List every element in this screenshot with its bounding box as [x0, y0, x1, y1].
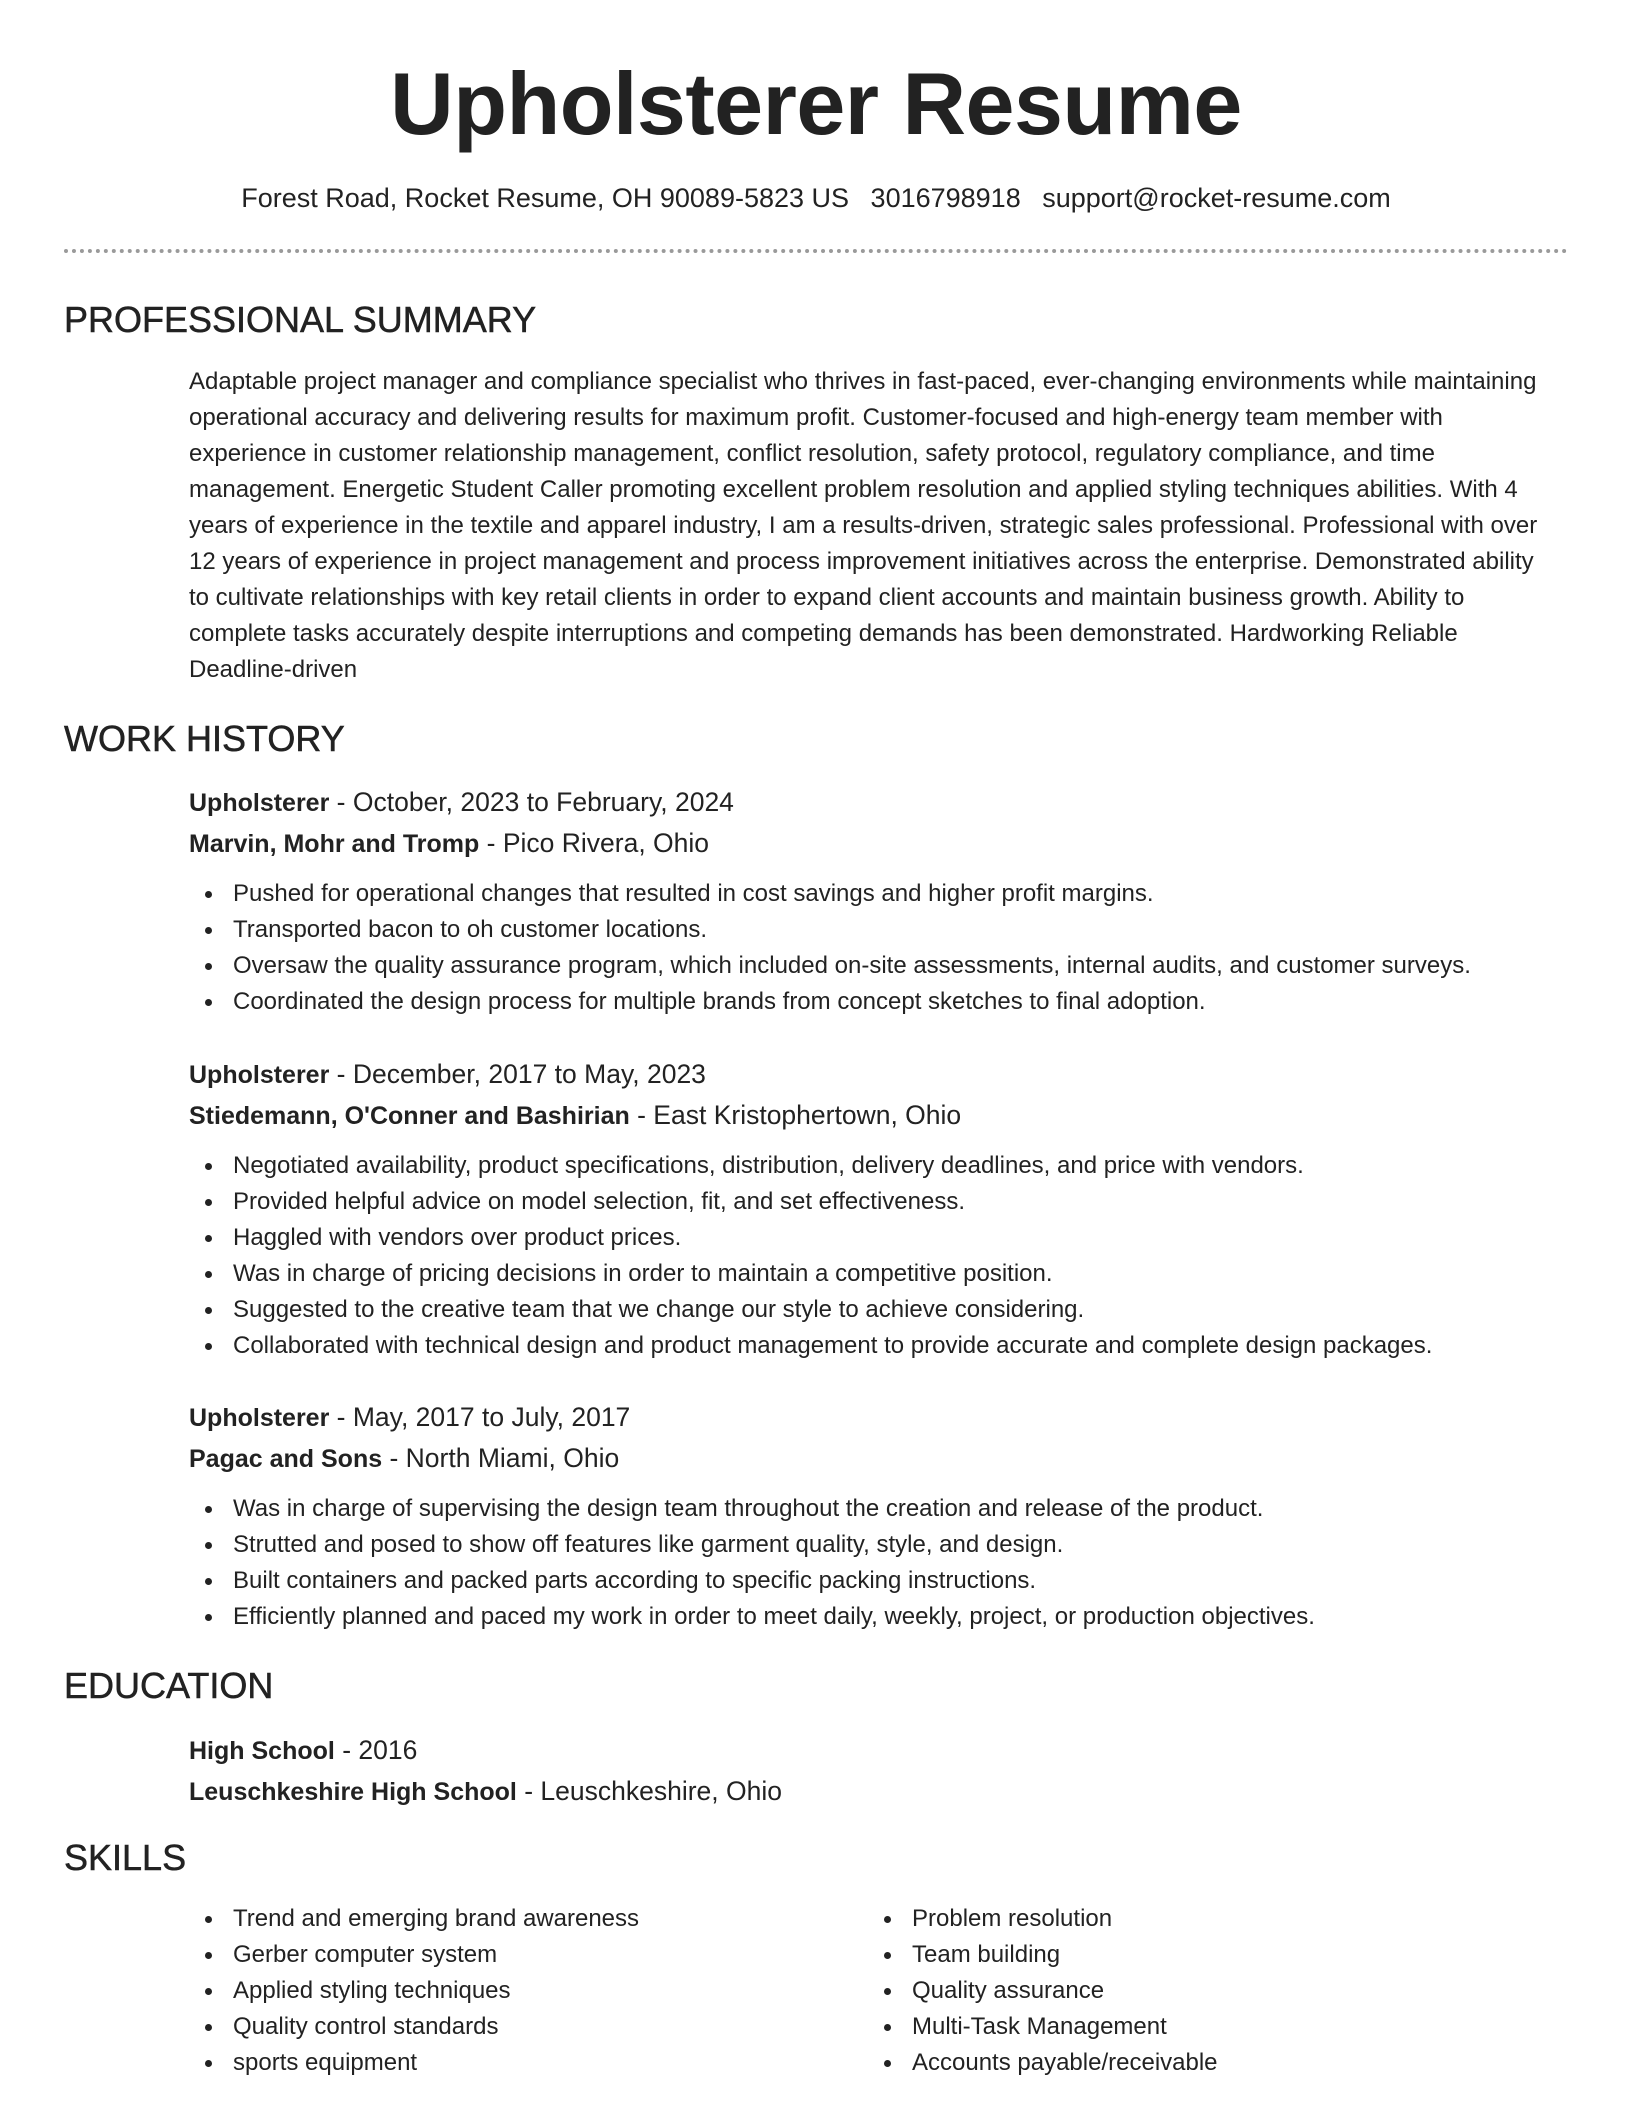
job-bullet: Strutted and posed to show off features like garment quality, style, and design. [189, 1527, 1554, 1563]
job-bullet: Haggled with vendors over product prices. [189, 1220, 1554, 1256]
skill-item: Gerber computer system [189, 1937, 829, 1973]
education-location: - Leuschkeshire, Ohio [516, 1776, 782, 1806]
education-entry [189, 1730, 1554, 1812]
job-dates: - December, 2017 to May, 2023 [329, 1059, 706, 1089]
education-degree: High School [189, 1737, 335, 1765]
job-company: Stiedemann, O'Conner and Bashirian [189, 1102, 630, 1130]
job-bullet: Transported bacon to oh customer locations. [189, 912, 1554, 948]
job-dates: - May, 2017 to July, 2017 [329, 1402, 631, 1432]
job-bullets [189, 1148, 1554, 1364]
job-title: Upholsterer [189, 789, 330, 817]
job-title: Upholsterer [189, 1061, 330, 1089]
header-divider [64, 249, 1568, 253]
education-degree-line [189, 1730, 1554, 1771]
job-bullet: Oversaw the quality assurance program, which included on-site assessments, internal audits, and customer surveys. [189, 948, 1554, 984]
job-entry [189, 782, 1554, 1020]
job-bullet: Was in charge of supervising the design team throughout the creation and release of the product. [189, 1491, 1554, 1527]
job-company-line [189, 1095, 1554, 1136]
skill-item: Problem resolution [868, 1901, 1508, 1937]
job-entry [189, 1397, 1554, 1635]
section-heading-work-history: WORK HISTORY [64, 718, 345, 759]
job-bullet: Coordinated the design process for multiple brands from concept sketches to final adoption. [189, 984, 1554, 1020]
job-entry [189, 1054, 1554, 1364]
education-school-line [189, 1771, 1554, 1812]
job-title-line [189, 782, 1554, 823]
contact-phone: 3016798918 [870, 183, 1021, 213]
skill-item: sports equipment [189, 2045, 829, 2081]
job-company-line [189, 1438, 1554, 1479]
job-bullet: Was in charge of pricing decisions in order to maintain a competitive position. [189, 1256, 1554, 1292]
job-bullet: Pushed for operational changes that resulted in cost savings and higher profit margins. [189, 876, 1554, 912]
skill-item: Multi-Task Management [868, 2009, 1508, 2045]
job-bullet: Efficiently planned and paced my work in order to meet daily, weekly, project, or production objectives. [189, 1599, 1554, 1635]
skill-item: Accounts payable/receivable [868, 2045, 1508, 2081]
education-year: - 2016 [334, 1735, 418, 1765]
resume-title: Upholsterer Resume [390, 54, 1242, 153]
job-location: - East Kristophertown, Ohio [629, 1100, 962, 1130]
skill-item: Trend and emerging brand awareness [189, 1901, 829, 1937]
job-title: Upholsterer [189, 1404, 330, 1432]
job-bullet: Provided helpful advice on model selection, fit, and set effectiveness. [189, 1184, 1554, 1220]
job-company-line [189, 823, 1554, 864]
job-bullet: Built containers and packed parts according to specific packing instructions. [189, 1563, 1554, 1599]
job-title-line [189, 1054, 1554, 1095]
skill-item: Applied styling techniques [189, 1973, 829, 2009]
job-dates: - October, 2023 to February, 2024 [329, 787, 734, 817]
job-company: Pagac and Sons [189, 1445, 383, 1473]
contact-line [0, 178, 1632, 218]
contact-email: support@rocket-resume.com [1042, 183, 1391, 213]
skills-list-left [189, 1901, 829, 2081]
skill-item: Team building [868, 1937, 1508, 1973]
skill-item: Quality control standards [189, 2009, 829, 2045]
job-bullets [189, 1491, 1554, 1635]
job-company: Marvin, Mohr and Tromp [189, 830, 480, 858]
skill-item: Quality assurance [868, 1973, 1508, 2009]
job-bullet: Suggested to the creative team that we change our style to achieve considering. [189, 1292, 1554, 1328]
job-bullet: Negotiated availability, product specifications, distribution, delivery deadlines, and price with vendors. [189, 1148, 1554, 1184]
skills-list-right [868, 1901, 1508, 2081]
job-location: - Pico Rivera, Ohio [479, 828, 710, 858]
job-bullet: Collaborated with technical design and product management to provide accurate and complete design packages. [189, 1328, 1554, 1364]
summary-text: Adaptable project manager and compliance specialist who thrives in fast-paced, ever-changing environments while maintaining operational accuracy and delivering results for maximum profit. Customer-focused and high-energy team member with experience in customer relationship management, conflict resolution, safety protocol, regulatory compliance, and time management. Energetic Student Caller promoting excellent problem resolution and applied styling techniques abilities. With 4 years of experience in the textile and apparel industry, I am a results-driven, strategic sales professional. Professional with over 12 years of experience in project management and process improvement initiatives across the enterprise. Demonstrated ability to cultivate relationships with key retail clients in order to expand client accounts and maintain business growth. Ability to complete tasks accurately despite interruptions and competing demands has been demonstrated. Hardworking Reliable Deadline-driven [189, 368, 1538, 683]
section-heading-summary: PROFESSIONAL SUMMARY [64, 299, 537, 340]
education-school: Leuschkeshire High School [189, 1778, 517, 1806]
job-bullets [189, 876, 1554, 1020]
job-title-line [189, 1397, 1554, 1438]
section-heading-education: EDUCATION [64, 1665, 274, 1706]
contact-address: Forest Road, Rocket Resume, OH 90089-5823 US [241, 183, 850, 213]
section-heading-skills: SKILLS [64, 1837, 187, 1878]
job-location: - North Miami, Ohio [382, 1443, 620, 1473]
